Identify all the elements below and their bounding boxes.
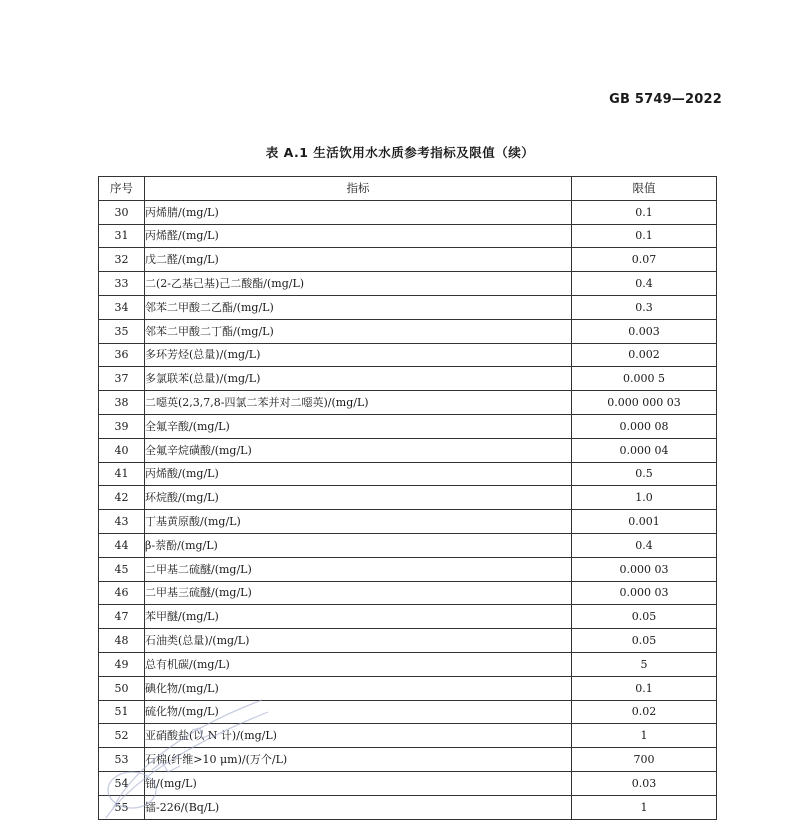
row-number-cell: 44 [99, 533, 145, 557]
row-limit-cell: 0.1 [572, 224, 717, 248]
row-number-cell: 45 [99, 557, 145, 581]
column-header-number: 序号 [99, 177, 145, 201]
row-indicator-cell: 石棉(纤维>10 μm)/(万个/L) [145, 748, 572, 772]
row-number-cell: 50 [99, 676, 145, 700]
row-number-cell: 37 [99, 367, 145, 391]
table-row [99, 771, 717, 795]
row-limit-cell: 0.1 [572, 676, 717, 700]
row-indicator-cell: 邻苯二甲酸二丁酯/(mg/L) [145, 319, 572, 343]
row-indicator-cell: 全氟辛酸/(mg/L) [145, 414, 572, 438]
row-indicator-cell: 二噁英(2,3,7,8-四氯二苯并对二噁英)/(mg/L) [145, 391, 572, 415]
row-indicator-cell: 二(2-乙基己基)己二酸酯/(mg/L) [145, 272, 572, 296]
table-row [99, 629, 717, 653]
row-limit-cell: 0.05 [572, 629, 717, 653]
row-indicator-cell: 邻苯二甲酸二乙酯/(mg/L) [145, 295, 572, 319]
row-number-cell: 30 [99, 200, 145, 224]
row-indicator-cell: 丙烯醛/(mg/L) [145, 224, 572, 248]
row-indicator-cell: 石油类(总量)/(mg/L) [145, 629, 572, 653]
table-row [99, 295, 717, 319]
table-row [99, 533, 717, 557]
standard-code: GB 5749—2022 [609, 92, 722, 107]
reference-indicators-table [98, 176, 717, 820]
table-row [99, 462, 717, 486]
row-number-cell: 38 [99, 391, 145, 415]
row-number-cell: 48 [99, 629, 145, 653]
row-indicator-cell: 丙烯腈/(mg/L) [145, 200, 572, 224]
row-indicator-cell: 多氯联苯(总量)/(mg/L) [145, 367, 572, 391]
row-indicator-cell: 苯甲醚/(mg/L) [145, 605, 572, 629]
row-limit-cell: 0.3 [572, 295, 717, 319]
row-limit-cell: 0.02 [572, 700, 717, 724]
row-number-cell: 42 [99, 486, 145, 510]
row-indicator-cell: 铀/(mg/L) [145, 771, 572, 795]
row-limit-cell: 0.000 08 [572, 414, 717, 438]
row-number-cell: 36 [99, 343, 145, 367]
table-row [99, 700, 717, 724]
row-limit-cell: 0.03 [572, 771, 717, 795]
table-row [99, 605, 717, 629]
row-indicator-cell: 总有机碳/(mg/L) [145, 652, 572, 676]
table-row [99, 248, 717, 272]
row-number-cell: 53 [99, 748, 145, 772]
row-limit-cell: 1 [572, 724, 717, 748]
table-row [99, 272, 717, 296]
row-limit-cell: 1.0 [572, 486, 717, 510]
table-row [99, 438, 717, 462]
table-row [99, 557, 717, 581]
row-indicator-cell: 丁基黄原酸/(mg/L) [145, 510, 572, 534]
row-number-cell: 33 [99, 272, 145, 296]
table-row [99, 414, 717, 438]
row-number-cell: 43 [99, 510, 145, 534]
row-number-cell: 54 [99, 771, 145, 795]
row-indicator-cell: 全氟辛烷磺酸/(mg/L) [145, 438, 572, 462]
row-indicator-cell: 二甲基三硫醚/(mg/L) [145, 581, 572, 605]
row-limit-cell: 1 [572, 795, 717, 819]
table-row [99, 343, 717, 367]
row-limit-cell: 0.000 04 [572, 438, 717, 462]
row-limit-cell: 0.003 [572, 319, 717, 343]
table-row [99, 510, 717, 534]
table-row [99, 724, 717, 748]
row-limit-cell: 0.000 5 [572, 367, 717, 391]
table-row [99, 224, 717, 248]
table-row [99, 486, 717, 510]
row-limit-cell: 0.4 [572, 533, 717, 557]
table-row [99, 391, 717, 415]
table-row [99, 652, 717, 676]
table-row [99, 676, 717, 700]
row-limit-cell: 0.5 [572, 462, 717, 486]
row-number-cell: 39 [99, 414, 145, 438]
row-limit-cell: 700 [572, 748, 717, 772]
row-number-cell: 41 [99, 462, 145, 486]
table-header-row [99, 177, 717, 201]
row-indicator-cell: 镭-226/(Bq/L) [145, 795, 572, 819]
row-number-cell: 47 [99, 605, 145, 629]
row-number-cell: 32 [99, 248, 145, 272]
row-limit-cell: 0.05 [572, 605, 717, 629]
table-body [99, 200, 717, 819]
table-row [99, 367, 717, 391]
row-limit-cell: 0.07 [572, 248, 717, 272]
row-limit-cell: 5 [572, 652, 717, 676]
row-number-cell: 49 [99, 652, 145, 676]
row-limit-cell: 0.001 [572, 510, 717, 534]
row-limit-cell: 0.000 000 03 [572, 391, 717, 415]
table-row [99, 319, 717, 343]
row-limit-cell: 0.4 [572, 272, 717, 296]
column-header-limit: 限值 [572, 177, 717, 201]
row-indicator-cell: 碘化物/(mg/L) [145, 676, 572, 700]
row-number-cell: 40 [99, 438, 145, 462]
row-indicator-cell: 硫化物/(mg/L) [145, 700, 572, 724]
row-number-cell: 34 [99, 295, 145, 319]
row-indicator-cell: 多环芳烃(总量)/(mg/L) [145, 343, 572, 367]
row-number-cell: 35 [99, 319, 145, 343]
row-indicator-cell: 亚硝酸盐(以 N 计)/(mg/L) [145, 724, 572, 748]
row-limit-cell: 0.000 03 [572, 557, 717, 581]
row-indicator-cell: 丙烯酸/(mg/L) [145, 462, 572, 486]
table-row [99, 581, 717, 605]
row-limit-cell: 0.000 03 [572, 581, 717, 605]
row-indicator-cell: 戊二醛/(mg/L) [145, 248, 572, 272]
row-limit-cell: 0.1 [572, 200, 717, 224]
table-caption: 表 A.1 生活饮用水水质参考指标及限值（续） [265, 145, 535, 160]
row-number-cell: 52 [99, 724, 145, 748]
row-number-cell: 55 [99, 795, 145, 819]
row-number-cell: 46 [99, 581, 145, 605]
row-number-cell: 31 [99, 224, 145, 248]
row-indicator-cell: 环烷酸/(mg/L) [145, 486, 572, 510]
table-row [99, 200, 717, 224]
table-row [99, 795, 717, 819]
column-header-indicator: 指标 [145, 177, 572, 201]
table-row [99, 748, 717, 772]
row-limit-cell: 0.002 [572, 343, 717, 367]
row-indicator-cell: β-萘酚/(mg/L) [145, 533, 572, 557]
row-indicator-cell: 二甲基二硫醚/(mg/L) [145, 557, 572, 581]
row-number-cell: 51 [99, 700, 145, 724]
